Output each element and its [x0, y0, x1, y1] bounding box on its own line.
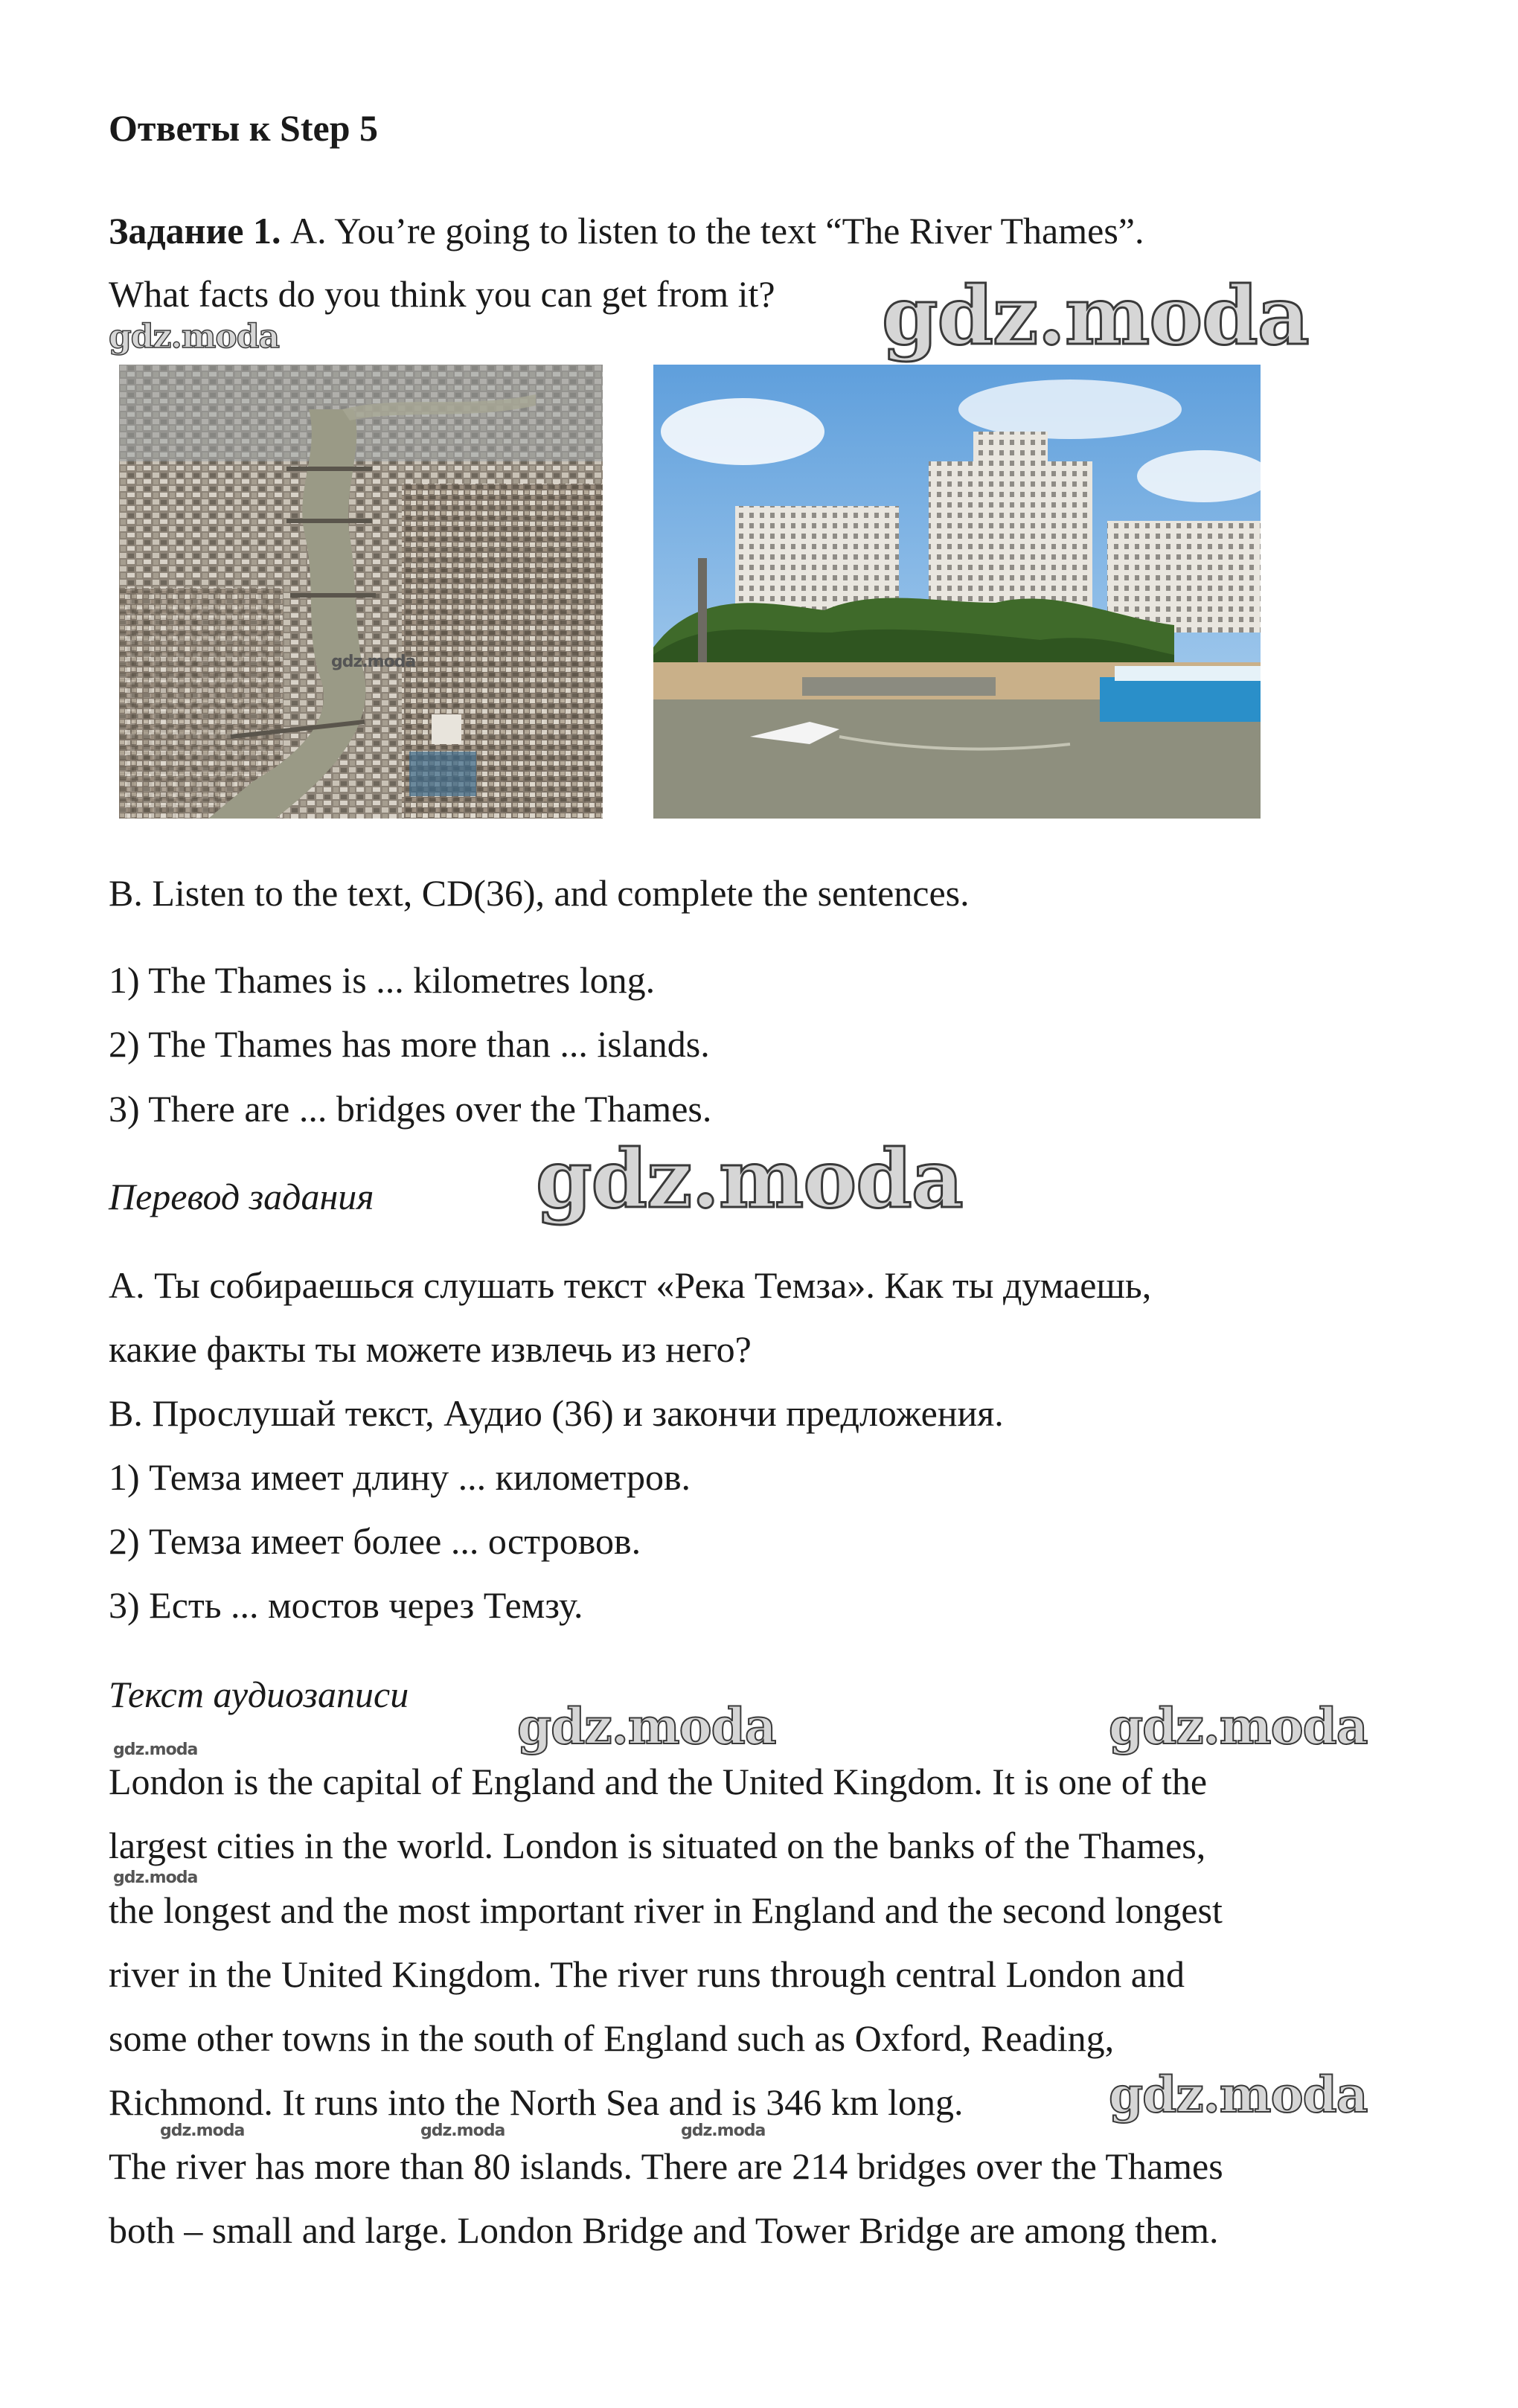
- translation-title: Перевод задания: [109, 1176, 374, 1217]
- audio-title: Текст аудиозаписи: [109, 1674, 409, 1715]
- part-b-intro: B. Listen to the text, CD(36), and complete the sentences.: [109, 872, 970, 914]
- watermark-5: gdz.moda: [517, 1697, 776, 1755]
- aerial-thames-photo: [119, 365, 603, 819]
- watermark-1: gdz.moda: [882, 269, 1309, 363]
- watermark-11: gdz.moda: [420, 2122, 505, 2140]
- audio-line-7: The river has more than 80 islands. There are 214 bridges over the Thames: [109, 2145, 1223, 2187]
- audio-line-1: London is the capital of England and the United Kingdom. It is one of the: [109, 1761, 1208, 1802]
- translation-line-3: B. Прослушай текст, Аудио (36) и закончи предложения.: [109, 1392, 1004, 1434]
- audio-line-4: river in the United Kingdom. The river runs through central London and: [109, 1953, 1185, 1995]
- part-b-item-3: 3) There are ... bridges over the Thames.: [109, 1088, 712, 1130]
- audio-line-5: some other towns in the south of England such as Oxford, Reading,: [109, 2017, 1115, 2059]
- part-b-item-2: 2) The Thames has more than ... islands.: [109, 1023, 710, 1065]
- audio-line-8: both – small and large. London Bridge and Tower Bridge are among them.: [109, 2209, 1219, 2251]
- task1-line1: [109, 208, 1144, 253]
- part-b-item-1: 1) The Thames is ... kilometres long.: [109, 959, 656, 1001]
- page-heading: Ответы к Step 5: [109, 107, 379, 149]
- task1-a-line1: A. You’re going to listen to the text “The River Thames”.: [281, 210, 1144, 252]
- watermark-4: gdz.moda: [536, 1133, 963, 1226]
- translation-line-1: A. Ты собираешься слушать текст «Река Темза». Как ты думаешь,: [109, 1264, 1152, 1306]
- translation-line-6: 3) Есть ... мостов через Темзу.: [109, 1584, 583, 1626]
- watermark-3: gdz.moda: [331, 653, 416, 671]
- translation-line-2: какие факты ты можете извлечь из него?: [109, 1328, 752, 1370]
- watermark-8: gdz.moda: [113, 1869, 198, 1887]
- translation-line-5: 2) Темза имеет более ... островов.: [109, 1520, 641, 1562]
- audio-line-2: largest cities in the world. London is situated on the banks of the Thames,: [109, 1825, 1206, 1866]
- watermark-10: gdz.moda: [160, 2122, 245, 2140]
- task1-label: Задание 1.: [109, 210, 281, 252]
- watermark-9: gdz.moda: [1109, 2066, 1368, 2124]
- audio-line-3: the longest and the most important river in England and the second longest: [109, 1889, 1223, 1931]
- task1-a-line2: What facts do you think you can get from it?: [109, 273, 775, 315]
- watermark-6: gdz.moda: [1109, 1697, 1368, 1755]
- watermark-2: gdz.moda: [109, 318, 280, 356]
- watermark-7: gdz.moda: [113, 1741, 198, 1759]
- audio-line-6: Richmond. It runs into the North Sea and is 346 km long.: [109, 2081, 964, 2123]
- watermark-12: gdz.moda: [681, 2122, 766, 2140]
- riverside-buildings-photo: [653, 365, 1261, 819]
- translation-line-4: 1) Темза имеет длину ... километров.: [109, 1456, 691, 1498]
